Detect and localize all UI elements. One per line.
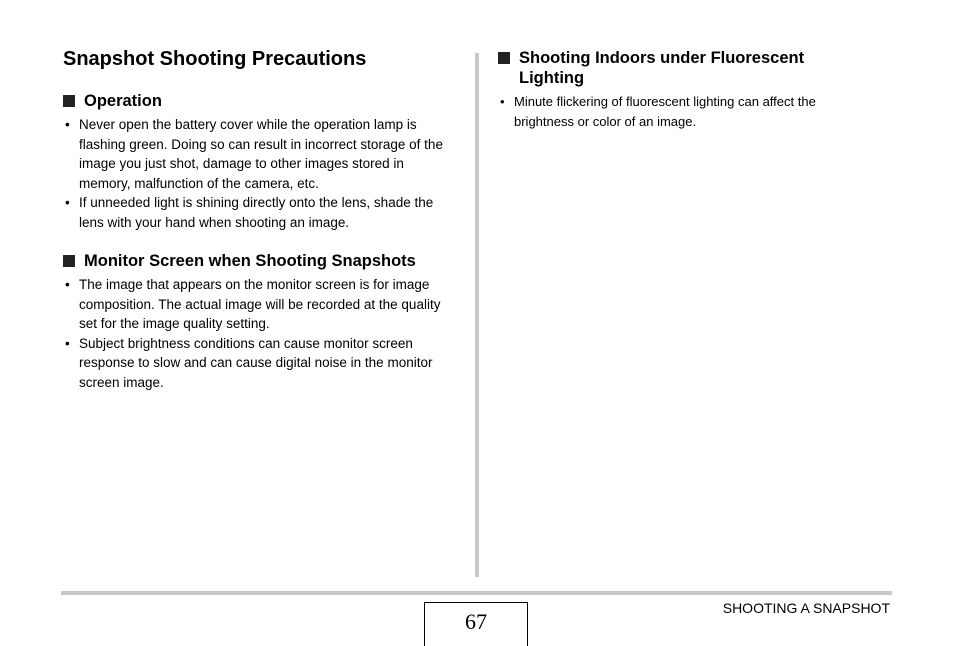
section-heading-fluorescent bbox=[498, 48, 838, 88]
page-title: Snapshot Shooting Precautions bbox=[63, 48, 367, 70]
square-bullet-icon bbox=[63, 95, 75, 107]
chapter-label: SHOOTING A SNAPSHOT bbox=[722, 600, 890, 616]
footer-rule bbox=[61, 591, 892, 595]
list-item: • Subject brightness conditions can cause monitor screen response to slow and can cause digital noise in the monitor screen image. bbox=[63, 334, 455, 393]
square-bullet-icon bbox=[498, 52, 510, 64]
page-number: 67 bbox=[424, 602, 528, 646]
bullet-list-monitor-screen bbox=[63, 275, 455, 392]
list-item: • The image that appears on the monitor screen is for image composition. The actual image will be recorded at the quality set for the image quality setting. bbox=[63, 275, 455, 334]
section-heading-text: Shooting Indoors under Fluorescent Lighting bbox=[519, 49, 805, 87]
bullet-list-operation bbox=[63, 115, 455, 232]
list-item: • If unneeded light is shining directly onto the lens, shade the lens with your hand when shooting an image. bbox=[63, 193, 455, 232]
list-item: • Never open the battery cover while the operation lamp is flashing green. Doing so can result in incorrect storage of the image you just shot, damage to other images stored in memory, malfunction of the camera, etc. bbox=[63, 115, 455, 193]
square-bullet-icon bbox=[63, 255, 75, 267]
section-heading-monitor-screen bbox=[63, 251, 416, 271]
section-heading-text: Monitor Screen when Shooting Snapshots bbox=[84, 252, 416, 270]
section-heading-operation bbox=[63, 91, 162, 111]
column-divider bbox=[475, 53, 479, 577]
section-heading-text: Operation bbox=[84, 92, 162, 110]
list-item: • Minute flickering of fluorescent lighting can affect the brightness or color of an image. bbox=[498, 92, 848, 131]
bullet-list-fluorescent bbox=[498, 92, 848, 131]
